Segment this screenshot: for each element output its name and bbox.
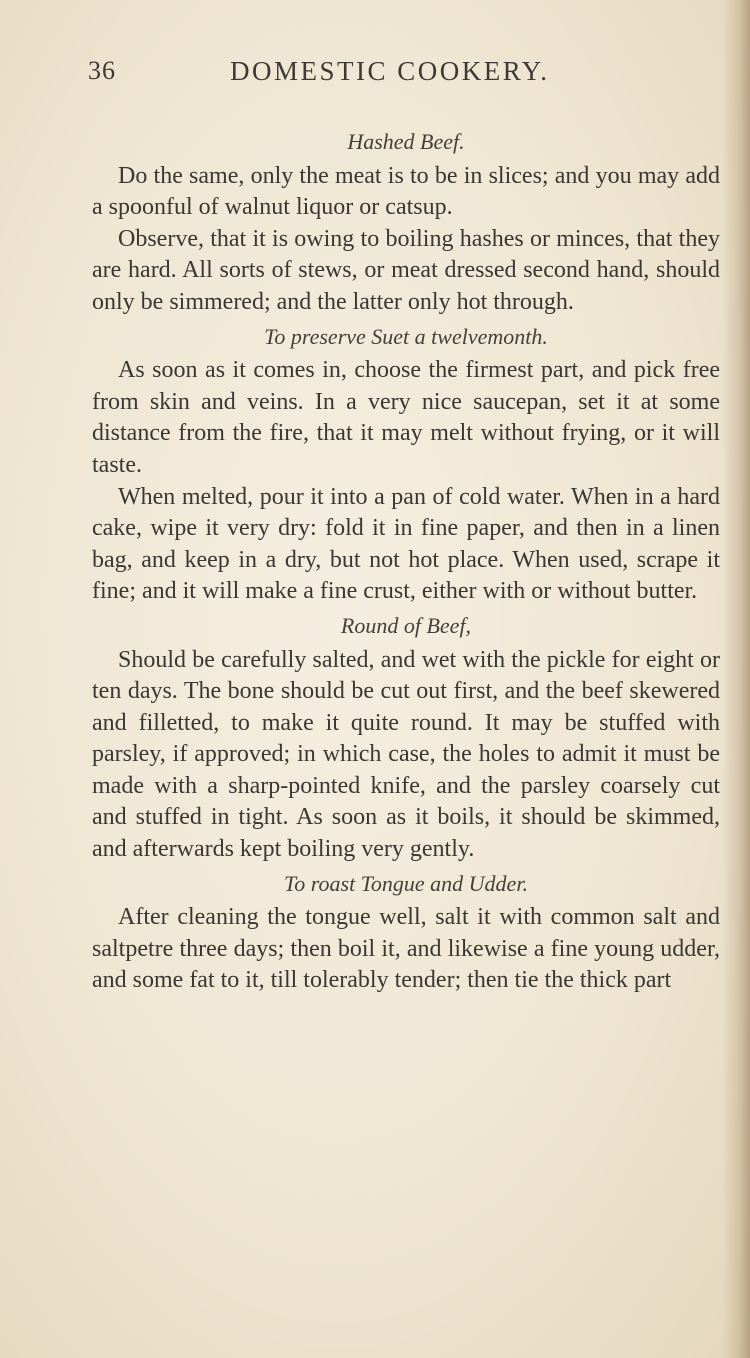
paragraph: Should be carefully salted, and wet with the pickle for eight or ten days. The bone should be cut out first, and the beef skewered and filletted, to make it quite round. It may be stuffed with parsley, if approved; in which case, the holes to admit it must be made with a sharp-pointed knife, and the parsley coarsely cut and stuffed in tight. As soon as it boils, it should be skimmed, and afterwards kept boiling very gently. (92, 646, 720, 863)
paragraph: When melted, pour it into a pan of cold water. When in a hard cake, wipe it very dry: fold it in fine paper, and then in a linen bag, and keep in a dry, but not hot place. When used, scrape it fine; and it will make a fine crust, either with or without butter. (92, 483, 720, 605)
paragraph: After cleaning the tongue well, salt it with common salt and saltpetre three days; then boil it, and likewise a fine young udder, and some fat to it, till tolerably tender; then tie the thick part (92, 904, 720, 994)
recipe-section (92, 126, 720, 319)
paragraph: As soon as it comes in, choose the firmest part, and pick free from skin and veins. In a very nice saucepan, set it at some distance from the fire, that it may melt without frying, or it will taste. (92, 357, 720, 478)
recipe-heading: To preserve Suet a twelvemonth. (264, 323, 548, 349)
recipe-heading: To roast Tongue and Udder. (284, 870, 528, 896)
recipe-section (92, 321, 720, 608)
paragraph: Do the same, only the meat is to be in slices; and you may add a spoonful of walnut liquor or catsup. (92, 162, 720, 221)
running-head: DOMESTIC COOKERY. (230, 56, 550, 86)
recipe-heading: Round of Beef, (340, 612, 472, 638)
page-body (92, 124, 720, 997)
page-header (88, 56, 720, 96)
recipe-section (92, 868, 720, 997)
recipe-heading: Hashed Beef. (347, 129, 465, 154)
page-number: 36 (88, 56, 116, 85)
paragraph: Observe, that it is owing to boiling hashes or minces, that they are hard. All sorts of stews, or meat dressed second hand, should only be simmered; and the latter only hot through. (92, 225, 720, 315)
recipe-section (92, 610, 720, 866)
